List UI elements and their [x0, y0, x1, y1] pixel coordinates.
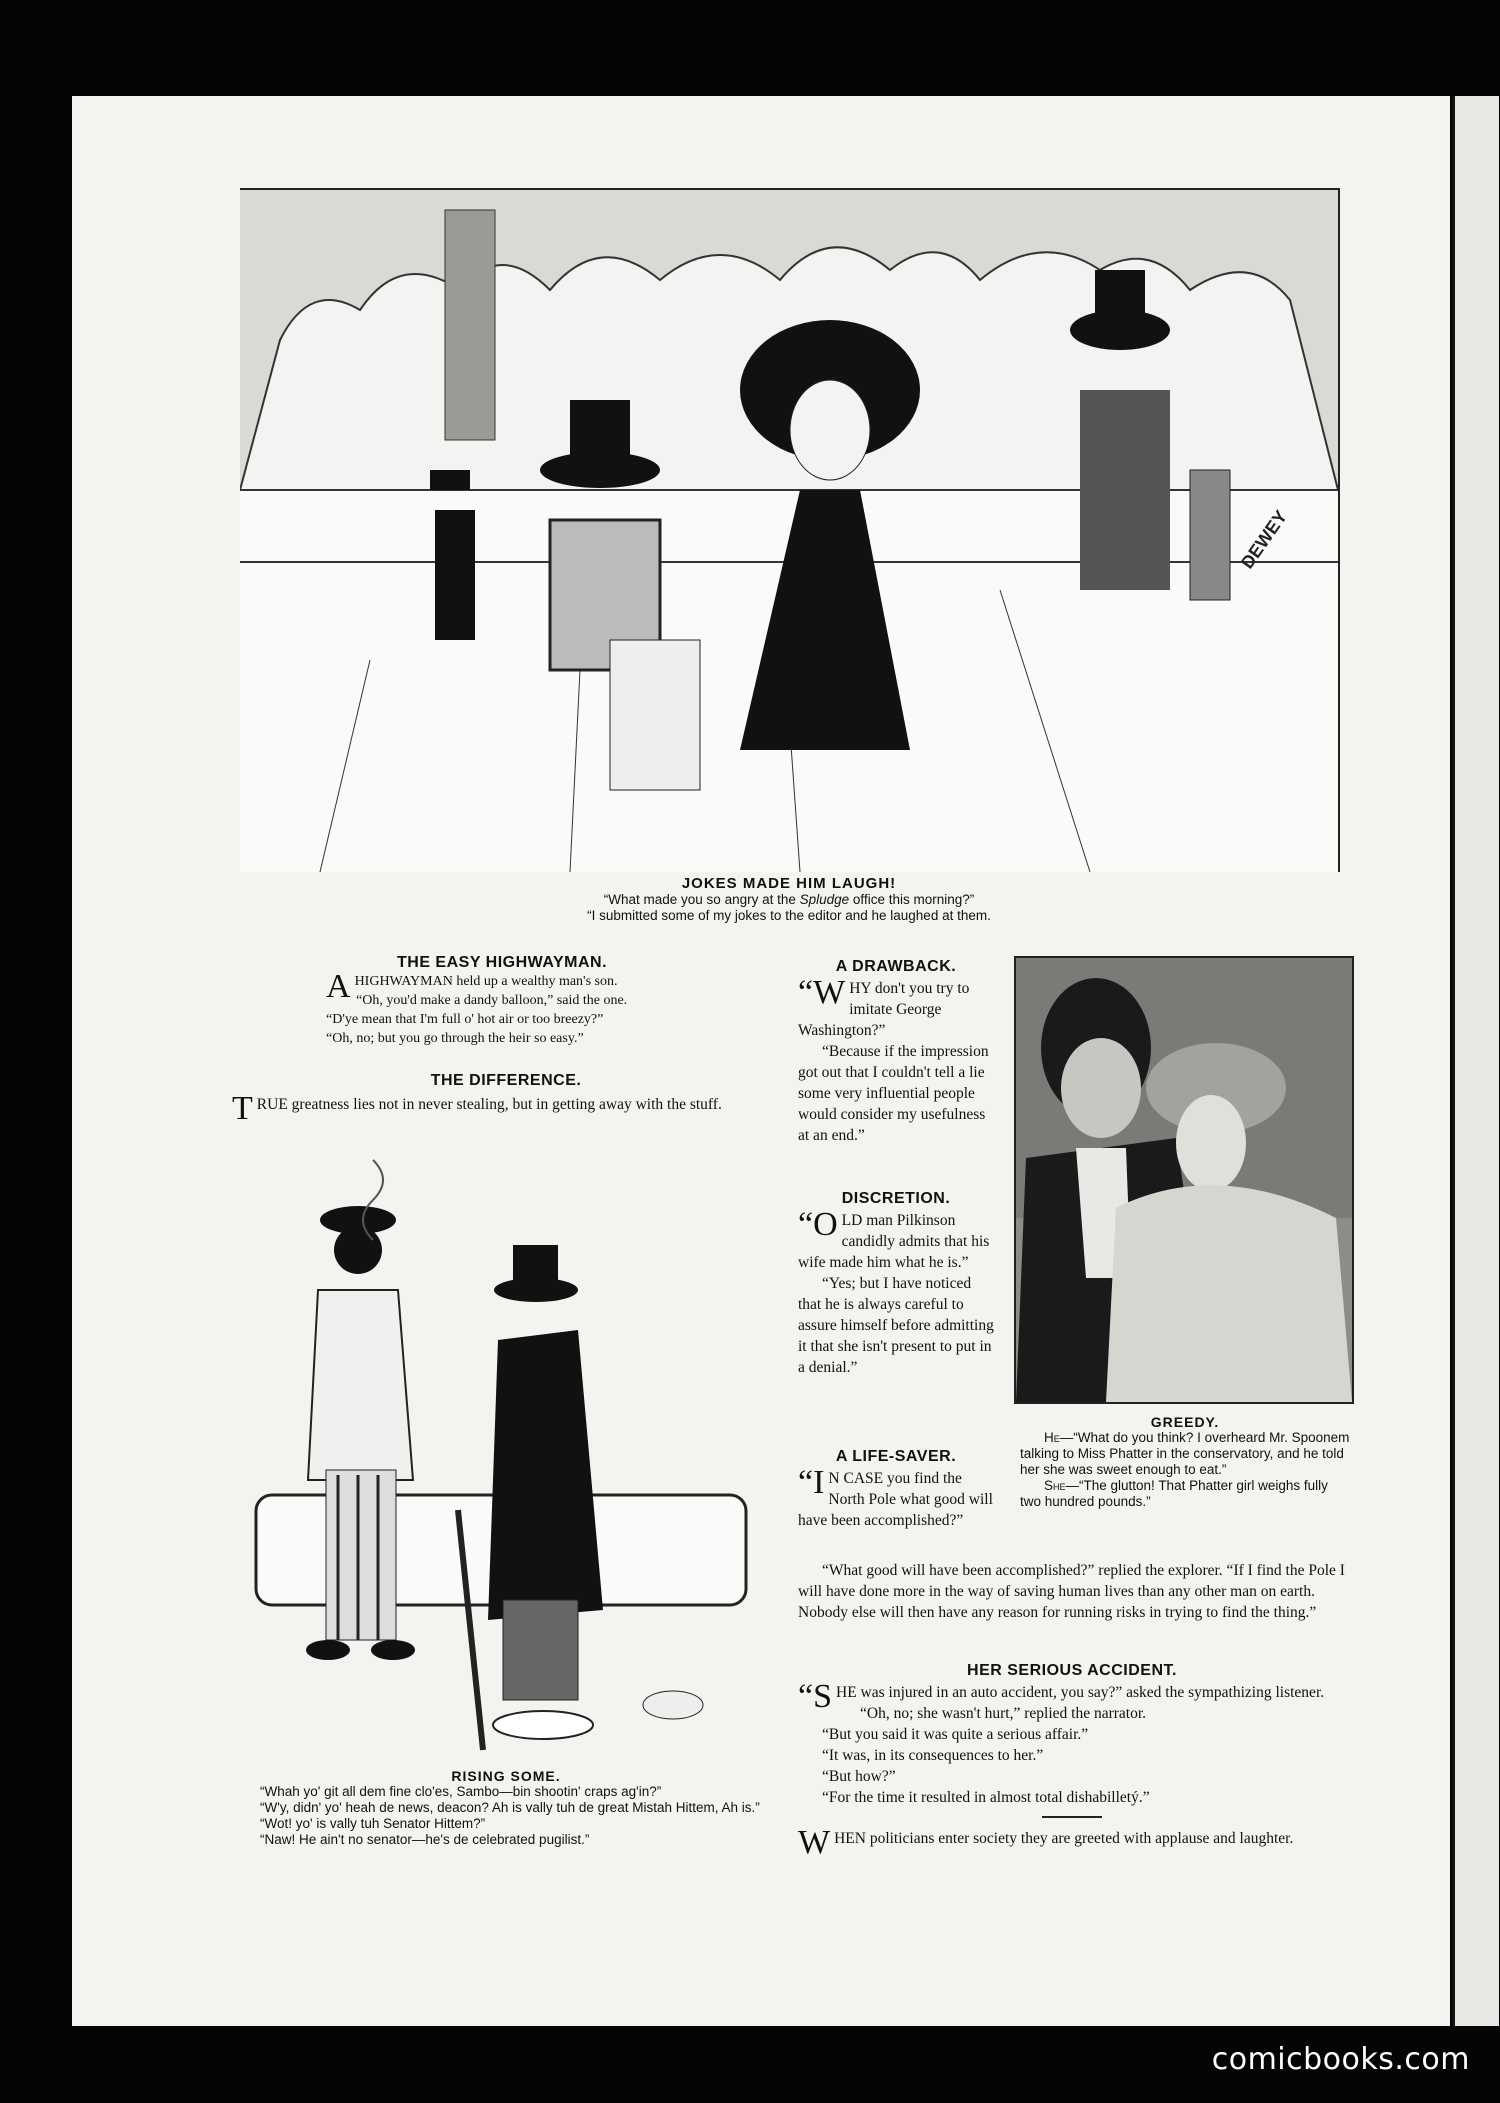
- greedy-caption: [1020, 1414, 1350, 1510]
- life-saver-p2: “What good will have been accomplished?” replied the explorer. “If I find the Pole I will have done more in the way of saving human lives than any other man on earth. Nobody else will then have any reason for running risks in trying to find the thing.”: [798, 1562, 1345, 1621]
- drawback-p1: HY don't you try to imitate George Washington?”: [798, 980, 970, 1039]
- greedy-title: GREEDY.: [1150, 1414, 1220, 1430]
- discretion-title: DISCRETION.: [841, 1190, 951, 1207]
- drop-cap: T: [232, 1090, 253, 1127]
- top-cartoon-line2: “I submitted some of my jokes to the editor and he laughed at them.: [587, 908, 991, 923]
- accident-line: “Oh, no; she wasn't hurt,” replied the narrator.: [860, 1705, 1147, 1722]
- difference-text: RUE greatness lies not in never stealing, but in getting away with the stuff.: [256, 1096, 722, 1113]
- verse-line: “D'ye mean that I'm full o' hot air or too breezy?”: [326, 1012, 604, 1027]
- serious-accident-title: HER SERIOUS ACCIDENT.: [967, 1662, 1177, 1679]
- difference-section: [232, 1072, 780, 1127]
- difference-title: THE DIFFERENCE.: [430, 1072, 582, 1089]
- drawback-title: A DRAWBACK.: [835, 958, 957, 975]
- drop-cap: “W: [798, 974, 846, 1011]
- drop-cap: “I: [798, 1464, 825, 1501]
- discretion-section: [798, 1190, 994, 1378]
- drop-cap: “S: [798, 1678, 833, 1715]
- he-line: He—“What do you think? I overheard Mr. Spoonem talking to Miss Phatter in the conservatory, and he told her she was sweet enough to eat.”: [1020, 1430, 1350, 1477]
- accident-line: “But you said it was quite a serious affair.”: [822, 1726, 1089, 1743]
- top-cartoon-title: JOKES MADE HIM LAUGH!: [681, 875, 897, 892]
- discretion-p2: “Yes; but I have noticed that he is always careful to assure himself before admitting it that she isn't present to put in a denial.”: [798, 1275, 994, 1376]
- page-gutter: [1452, 96, 1499, 2026]
- she-line: She—“The glutton! That Phatter girl weighs fully two hundred pounds.”: [1020, 1478, 1328, 1509]
- rising-some-illustration: [248, 1150, 758, 1760]
- accident-line: “But how?”: [822, 1768, 896, 1785]
- dialogue-line: “W'y, didn' yo' heah de news, deacon? Ah is vally tuh de great Mistah Hittem, Ah is.”: [260, 1800, 760, 1815]
- drop-cap: W: [798, 1824, 831, 1861]
- artist-signature: DEWEY: [1236, 506, 1292, 573]
- watermark: comicbooks.com: [1211, 2042, 1470, 2077]
- discretion-p1: LD man Pilkinson candidly admits that his wife made him what he is.”: [798, 1212, 990, 1271]
- closing-text: HEN politicians enter society they are greeted with applause and laughter.: [834, 1830, 1294, 1847]
- verse-line: HIGHWAYMAN held up a wealthy man's son.: [354, 974, 618, 989]
- dialogue-line: “Naw! He ain't no senator—he's de celebrated pugilist.”: [260, 1832, 590, 1847]
- section-divider: [1042, 1816, 1102, 1818]
- accident-line: “It was, in its consequences to her.”: [822, 1747, 1044, 1764]
- top-cartoon-line1: “What made you so angry at the Spludge office this morning?”: [603, 892, 975, 907]
- accident-p1: HE was injured in an auto accident, you say?” asked the sympathizing listener.: [836, 1684, 1325, 1701]
- easy-highwayman-section: [232, 954, 772, 1048]
- dialogue-line: “Whah yo' git all dem fine clo'es, Sambo—bin shootin' craps ag'in?”: [260, 1784, 662, 1799]
- life-saver-continued: [798, 1560, 1346, 1623]
- drawback-section: [798, 958, 994, 1146]
- verse-line: “Oh, you'd make a dandy balloon,” said the one.: [356, 993, 628, 1008]
- top-cartoon-illustration: [240, 188, 1340, 872]
- life-saver-p1: N CASE you find the North Pole what good will have been accomplished?”: [798, 1470, 993, 1529]
- top-cartoon-caption: [240, 876, 1338, 924]
- easy-highwayman-title: THE EASY HIGHWAYMAN.: [396, 954, 608, 971]
- drawback-p2: “Because if the impression got out that I couldn't tell a lie some very influential people would consider my usefulness at an end.”: [798, 1043, 989, 1144]
- greedy-illustration: [1014, 956, 1354, 1404]
- dialogue-line: “Wot! yo' is vally tuh Senator Hittem?”: [260, 1816, 486, 1831]
- life-saver-section: [798, 1448, 994, 1531]
- rising-some-caption: [236, 1768, 776, 1848]
- verse-line: “Oh, no; but you go through the heir so easy.”: [326, 1031, 584, 1046]
- drop-cap: “O: [798, 1206, 838, 1243]
- serious-accident-section: [798, 1662, 1346, 1861]
- rising-some-title: RISING SOME.: [451, 1768, 561, 1784]
- drop-cap: A: [326, 968, 351, 1005]
- accident-line: “For the time it resulted in almost total dishabilletý.”: [822, 1789, 1150, 1806]
- life-saver-title: A LIFE-SAVER.: [835, 1448, 957, 1465]
